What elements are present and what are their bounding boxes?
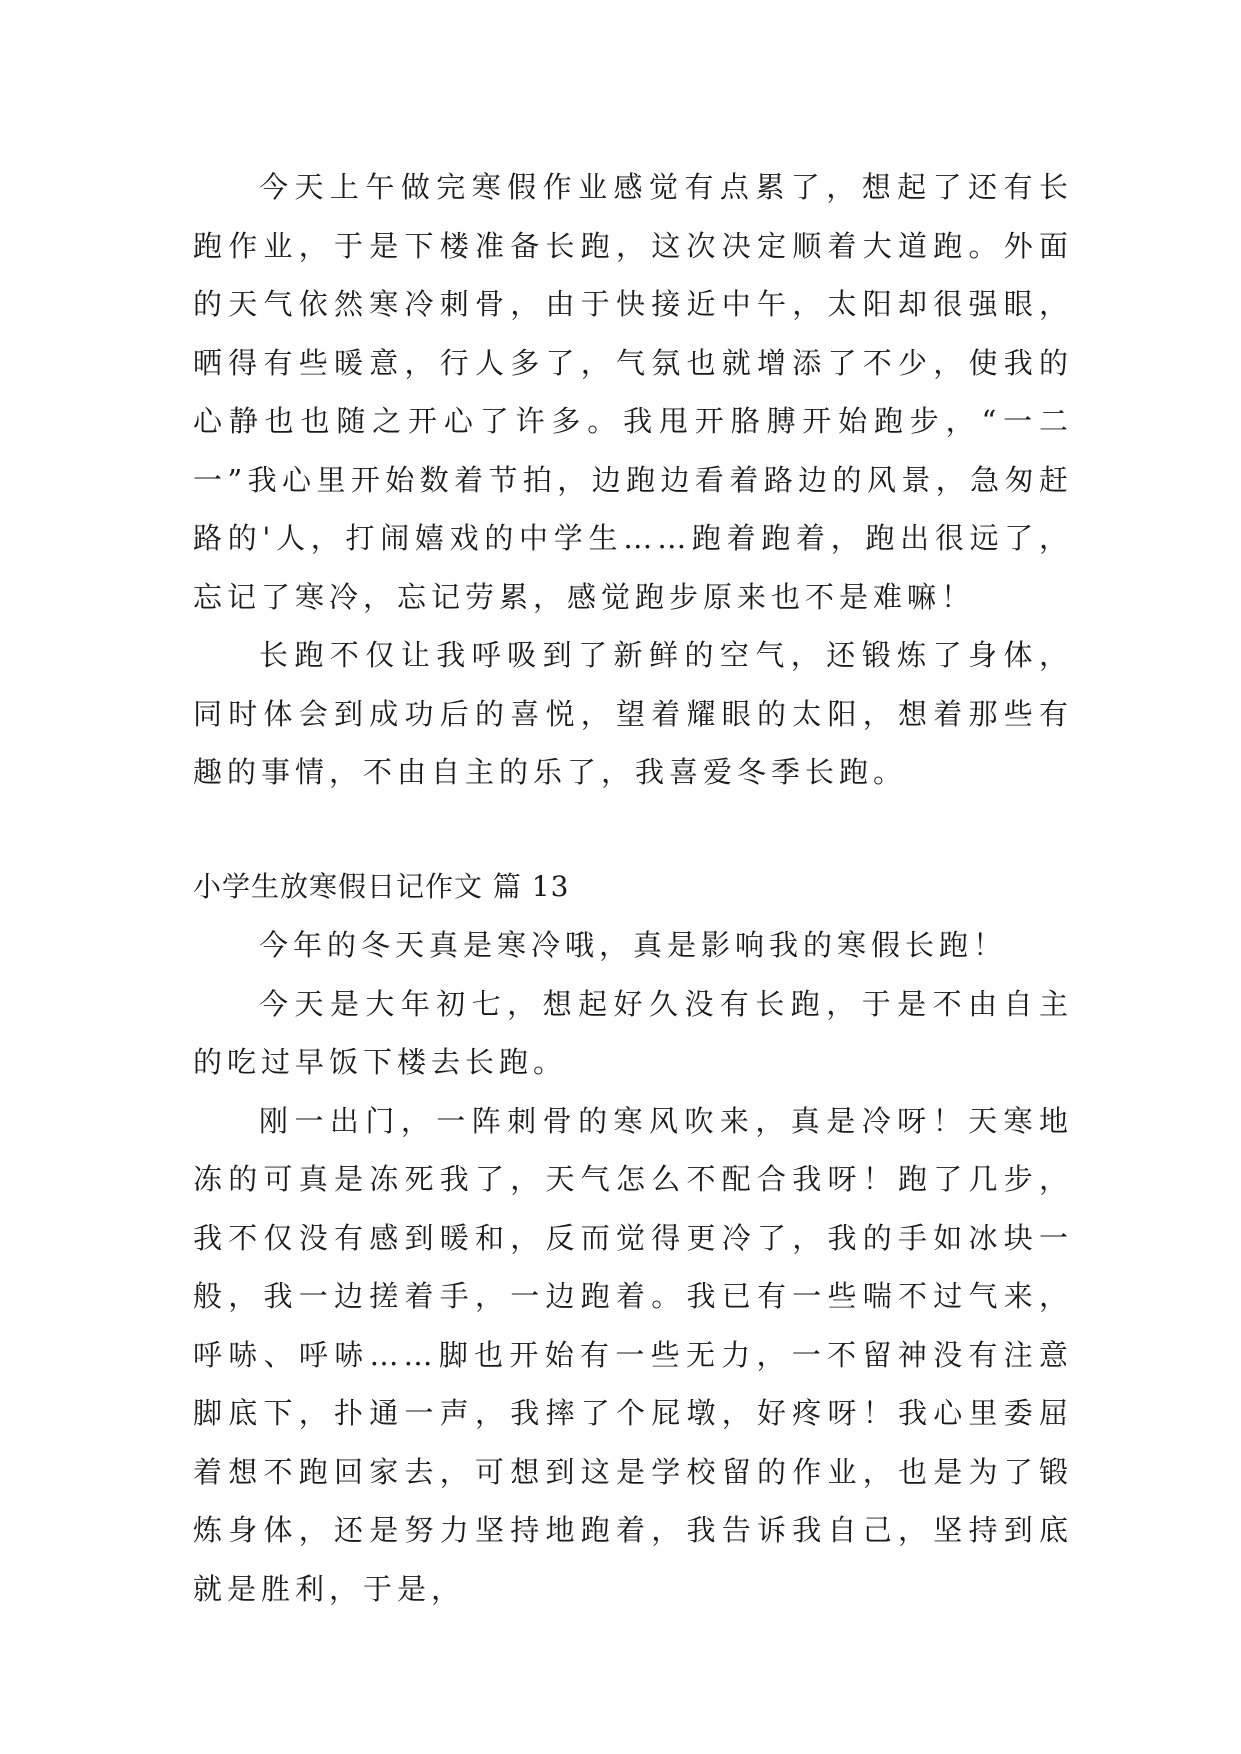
- paragraph-cold-winter: 今年的冬天真是寒冷哦，真是影响我的寒假长跑！: [259, 928, 1008, 962]
- section-spacer: [193, 802, 1073, 858]
- paragraph-long-run-homework: 今天上午做完寒假作业感觉有点累了，想起了还有长跑作业，于是下楼准备长跑，这次决定顺着大道跑。外面的天气依然寒冷刺骨，由于快接近中午，太阳却很强眼，晒得有些暖意，行人多了，气氛也就增添了不少，使我的心静也也随之开心了许多。我甩开胳膊开始跑步，“一二一”我心里开始数着节拍，边跑边看着路边的风景，急匆赶路的'人，打闹嬉戏的中学生……跑着跑着，跑出很远了，忘记了寒冷，忘记劳累，感觉跑步原来也不是难嘛！: [193, 170, 1073, 614]
- document-body: [193, 158, 1073, 1618]
- paragraph-seventh-day: 今天是大年初七，想起好久没有长跑，于是不由自主的吃过早饭下楼去长跑。: [193, 986, 1073, 1079]
- paragraph-going-out: 刚一出门，一阵刺骨的寒风吹来，真是冷呀！天寒地冻的可真是冻死我了，天气怎么不配合我呀！跑了几步，我不仅没有感到暖和，反而觉得更冷了，我的手如冰块一般，我一边搓着手，一边跑着。我已有一些喘不过气来，呼哧、呼哧……脚也开始有一些无力，一不留神没有注意脚底下，扑通一声，我摔了个屁墩，好疼呀！我心里委屈着想不跑回家去，可想到这是学校留的作业，也是为了锻炼身体，还是努力坚持地跑着，我告诉我自己，坚持到底就是胜利，于是，: [193, 1103, 1073, 1606]
- section-title: 小学生放寒假日记作文 篇 13: [193, 869, 570, 903]
- paragraph-long-run-benefits: 长跑不仅让我呼吸到了新鲜的空气，还锻炼了身体，同时体会到成功后的喜悦，望着耀眼的太阳，想着那些有趣的事情，不由自主的乐了，我喜爱冬季长跑。: [193, 638, 1073, 789]
